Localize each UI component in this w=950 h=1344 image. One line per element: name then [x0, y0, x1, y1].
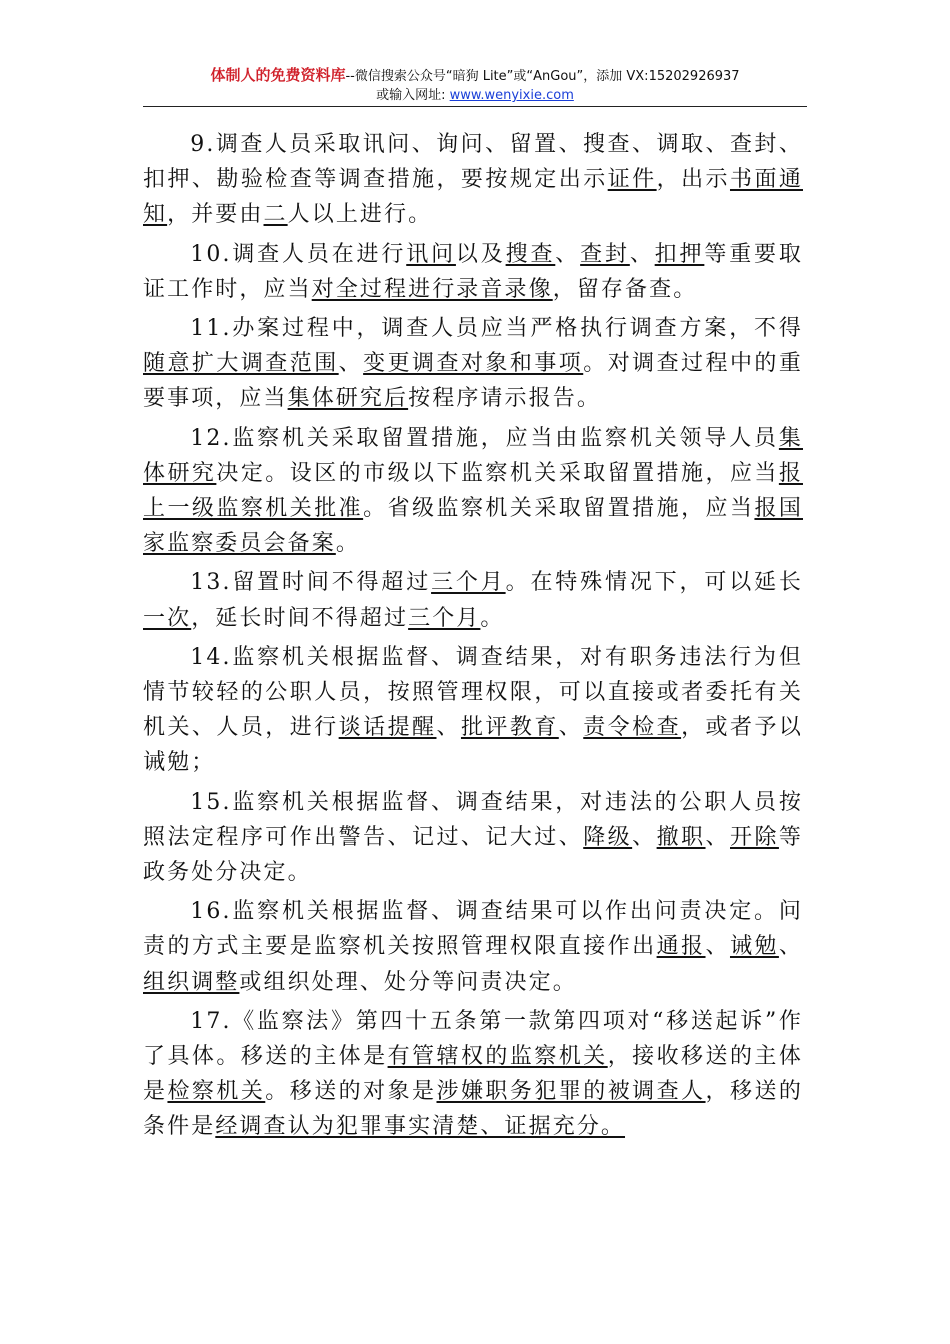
text-segment: 14.监察机关根据监督、调查结果，对有职务违法行为但情节较轻的公职人员，按照管理权限，可以直接或者委托有关机关、人员，进行 — [143, 644, 803, 741]
header-line-2 — [143, 86, 807, 105]
text-segment: 。移送的对象是 — [265, 1079, 437, 1105]
document-body — [143, 127, 803, 1149]
text-segment: 、 — [338, 351, 364, 377]
underlined-answer: 报国家监察委员会备案 — [143, 496, 803, 557]
text-segment: 、 — [436, 715, 461, 741]
text-segment: 、 — [629, 241, 655, 267]
text-segment: 、 — [778, 934, 804, 960]
underlined-answer: 讯问 — [406, 241, 456, 267]
text-segment: 。在特殊情况下，可以延长 — [505, 570, 803, 596]
text-segment: 。 — [480, 605, 505, 631]
underlined-answer: 通报 — [656, 934, 706, 960]
underlined-answer: 查封 — [580, 241, 630, 267]
numbered-paragraph — [143, 237, 803, 307]
numbered-paragraph — [143, 311, 803, 417]
numbered-paragraph — [143, 640, 803, 781]
underlined-answer: 涉嫌职务犯罪的被调查人 — [436, 1079, 706, 1105]
underlined-answer: 三个月 — [431, 570, 506, 596]
text-segment: 12.监察机关采取留置措施，应当由监察机关领导人员 — [190, 425, 779, 451]
text-segment: ，延长时间不得超过 — [191, 605, 409, 631]
underlined-answer: 降级 — [583, 824, 633, 850]
page-header — [143, 66, 807, 105]
text-segment: 按程序请示报告。 — [408, 386, 601, 412]
underlined-answer: 谈话提醒 — [338, 715, 437, 741]
underlined-answer: 经调查认为犯罪事实清楚、证据充分。 — [215, 1114, 626, 1140]
url-prefix: 或输入网址: — [376, 88, 450, 103]
text-segment: 。 — [335, 531, 360, 557]
text-segment: ，或者予以诫勉； — [143, 715, 803, 776]
underlined-answer: 随意扩大调查范围 — [143, 351, 339, 377]
text-segment: 等政务处分决定。 — [143, 824, 804, 886]
underlined-answer: 一次 — [143, 605, 192, 631]
numbered-paragraph — [143, 127, 803, 233]
numbered-paragraph — [143, 894, 803, 1000]
text-segment: 人以上进行。 — [287, 202, 433, 228]
text-segment: 决定。设区的市级以下监察机关采取留置措施，应当 — [216, 460, 779, 486]
underlined-answer: 扣押 — [654, 241, 705, 267]
underlined-answer: 变更调查对象和事项 — [363, 351, 584, 377]
text-segment: ，出示 — [656, 167, 730, 193]
text-segment: 、 — [558, 715, 584, 741]
numbered-paragraph — [143, 785, 803, 891]
text-segment: 。省级监察机关采取留置措施，应当 — [363, 496, 755, 522]
numbered-paragraph — [143, 1004, 803, 1145]
underlined-answer: 责令检查 — [583, 715, 682, 741]
text-segment: 、 — [555, 241, 581, 267]
text-segment: 16.监察机关根据监督、调查结果可以作出问责决定。问责的方式主要是监察机关按照管理权限直接作出 — [143, 899, 803, 960]
text-segment: 13.留置时间不得超过 — [190, 570, 432, 596]
text-segment: ，接收移送的主体是 — [143, 1044, 803, 1105]
numbered-paragraph — [143, 565, 803, 635]
text-segment: 以及 — [455, 241, 506, 267]
header-tagline: --微信搜索公众号“暗狗 Lite”或“AnGou”，添加 VX:15202926937 — [345, 69, 740, 84]
underlined-answer: 二 — [263, 202, 288, 228]
underlined-answer: 搜查 — [505, 241, 556, 267]
underlined-answer: 有管辖权的监察机关 — [387, 1044, 608, 1070]
underlined-answer: 检察机关 — [167, 1079, 266, 1105]
underlined-answer: 书面通知 — [143, 167, 803, 228]
text-segment: 10.调查人员在进行 — [190, 241, 407, 267]
text-segment: 、 — [705, 824, 730, 850]
underlined-answer: 集体研究后 — [287, 386, 409, 412]
text-segment: 17.《监察法》第四十五条第一款第四项对“移送起诉”作了具体。移送的主体是 — [143, 1008, 803, 1070]
text-segment: 11.办案过程中，调查人员应当严格执行调查方案，不得 — [190, 316, 803, 342]
text-segment: 15.监察机关根据监督、调查结果，对违法的公职人员按照法定程序可作出警告、记过、记大过、 — [143, 789, 803, 850]
text-segment: 、 — [632, 824, 657, 850]
underlined-answer: 撤职 — [656, 824, 706, 850]
brand-title: 体制人的免费资料库 — [210, 66, 346, 84]
underlined-answer: 集体研究 — [143, 425, 803, 486]
text-segment: 、 — [705, 934, 730, 960]
text-segment: 等重要取证工作时，应当 — [143, 241, 803, 302]
website-link[interactable]: www.wenyixie.com — [449, 88, 574, 103]
underlined-answer: 三个月 — [408, 605, 481, 631]
underlined-answer: 报上一级监察机关批准 — [143, 460, 803, 522]
underlined-answer: 开除 — [730, 824, 779, 850]
text-segment: ，移送的条件是 — [143, 1079, 804, 1140]
underlined-answer: 对全过程进行录音录像 — [311, 276, 553, 302]
numbered-paragraph — [143, 421, 803, 562]
text-segment: 或组织处理、处分等问责决定。 — [239, 969, 577, 995]
underlined-answer: 证件 — [607, 167, 657, 193]
underlined-answer: 批评教育 — [460, 715, 559, 741]
text-segment: 9.调查人员采取讯问、询问、留置、搜查、调取、查封、扣押、勘验检查等调查措施，要按规定出示 — [143, 132, 803, 193]
text-segment: ，并要由 — [167, 202, 264, 228]
text-segment: ，留存备查。 — [552, 276, 698, 302]
text-segment: 。对调查过程中的重要事项，应当 — [143, 351, 803, 412]
header-line-1 — [143, 66, 807, 86]
header-divider — [143, 106, 807, 107]
underlined-answer: 诫勉 — [729, 934, 779, 960]
underlined-answer: 组织调整 — [143, 969, 240, 995]
